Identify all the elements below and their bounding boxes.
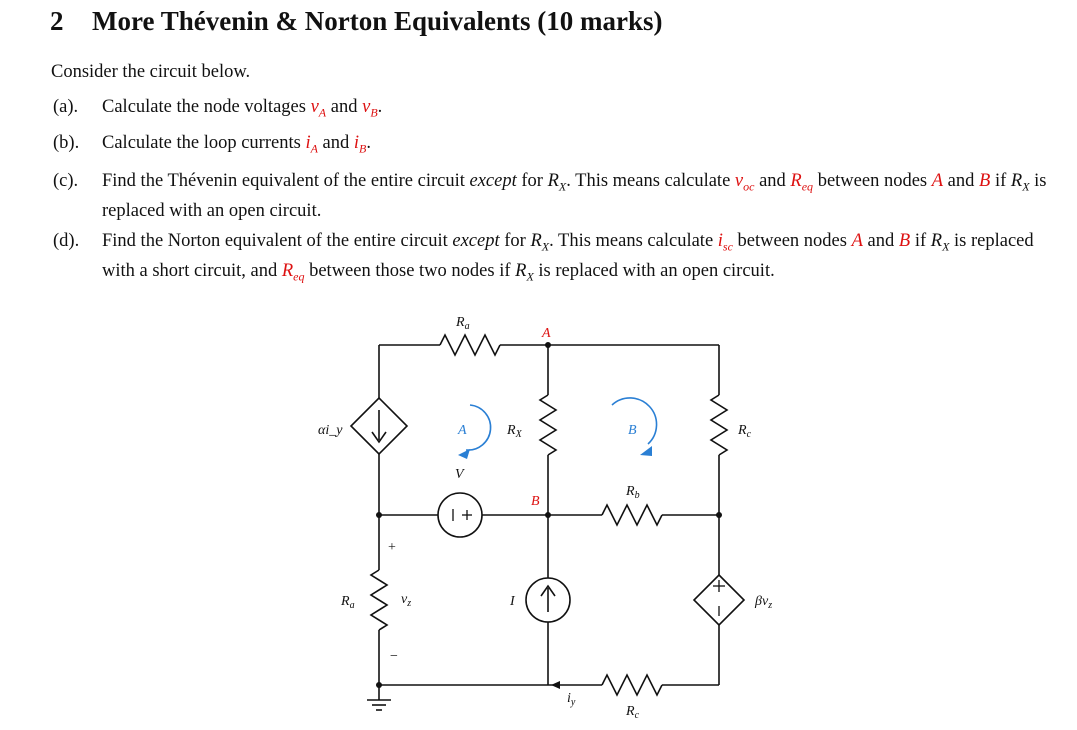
- part-a-text: Calculate the node voltages: [102, 97, 306, 117]
- intro-text: Consider the circuit below.: [51, 62, 251, 82]
- label-node-a: A: [542, 326, 551, 341]
- label-node-b: B: [531, 494, 540, 509]
- iy-arrow-icon: [551, 681, 560, 689]
- resistor-ra-top: [440, 335, 500, 355]
- label-mesh-a: A: [458, 423, 467, 438]
- part-d-text-6: if: [914, 231, 927, 251]
- part-d-text-2: for: [504, 231, 526, 251]
- part-b-text: Calculate the loop currents: [102, 133, 301, 153]
- var-rx: $R_X$: [547, 171, 567, 194]
- var-ib: $i_B$: [353, 133, 367, 156]
- mesh-b-arrowhead: [640, 446, 652, 456]
- part-b-and: and: [322, 133, 350, 153]
- section-number: 2: [50, 6, 64, 36]
- part-d-text-1: Find the Norton equivalent of the entire circuit: [102, 231, 448, 251]
- label-rb: $R_b$: [626, 484, 640, 501]
- part-c-except: except: [469, 171, 517, 191]
- part-c-text-5: between nodes: [817, 171, 928, 191]
- var-voc: $v_{oc}$: [734, 171, 755, 194]
- part-d-text-8: between those two nodes if: [309, 260, 511, 281]
- label-plus: +: [388, 540, 396, 555]
- label-minus: −: [390, 649, 398, 664]
- var-rx: $R_X$: [1010, 171, 1030, 194]
- label-i: I: [510, 594, 515, 609]
- part-c-text-3: . This means calculate: [566, 171, 731, 191]
- label-dep-current: αi_y: [318, 423, 343, 438]
- part-d-text-3: . This means calculate: [549, 231, 714, 251]
- node-a-ref: A: [931, 171, 944, 191]
- node-dot: [545, 512, 551, 518]
- mesh-a-arrow-icon: [466, 405, 491, 450]
- part-b-label: (b).: [53, 133, 80, 153]
- part-b-end: .: [366, 133, 371, 153]
- part-d-text-4: between nodes: [737, 231, 847, 251]
- part-a-and: and: [330, 97, 358, 117]
- var-req: $R_{eq}$: [281, 260, 305, 284]
- part-c-text-8: is replaced with an open circuit.: [102, 171, 1047, 221]
- label-ra-top: $R_a$: [456, 315, 470, 332]
- resistor-ra-left: [371, 570, 387, 630]
- part-c-text-7: if: [994, 171, 1007, 191]
- label-rx: $R_X$: [507, 423, 522, 440]
- var-rx: $R_X$: [530, 231, 550, 254]
- var-req: $R_{eq}$: [790, 171, 814, 194]
- node-b-ref: B: [979, 171, 991, 191]
- node-dot: [545, 342, 551, 348]
- part-c-text-2: for: [521, 171, 543, 191]
- part-d-text-9: is replaced with an open circuit.: [538, 260, 775, 281]
- node-dot: [376, 512, 382, 518]
- resistor-rc-bottom: [602, 675, 662, 695]
- resistor-rb: [602, 505, 662, 525]
- part-a-end: .: [377, 97, 383, 117]
- part-c-text-1: Find the Thévenin equivalent of the entire circuit: [102, 171, 465, 191]
- label-iy: $i_y$: [567, 691, 576, 708]
- voltage-source-v: [438, 493, 482, 537]
- mesh-a-arrowhead: [458, 449, 470, 459]
- part-a-label: (a).: [53, 97, 79, 117]
- label-v: V: [455, 467, 464, 482]
- section-title: More Thévenin & Norton Equivalents (10 marks): [92, 6, 663, 36]
- label-rc-right: $R_c$: [738, 423, 752, 440]
- part-d-text-7: is replaced with a short circuit, and: [102, 231, 1034, 281]
- label-ra-left: $R_a$: [341, 594, 355, 611]
- node-dot: [376, 682, 382, 688]
- resistor-rx: [540, 395, 556, 455]
- label-mesh-b: B: [628, 423, 637, 438]
- var-ia: $i_A$: [305, 133, 318, 156]
- var-vb: $v_B$: [362, 97, 378, 120]
- var-va: $v_A$: [310, 97, 327, 120]
- part-d-text-5: and: [867, 231, 895, 251]
- label-rc-bottom: $R_c$: [626, 704, 640, 721]
- var-rx: $R_X$: [515, 260, 534, 284]
- node-dot: [716, 512, 722, 518]
- resistor-rc-right: [711, 395, 727, 455]
- node-a-ref: A: [851, 231, 863, 251]
- var-isc: $i_{sc}$: [717, 231, 733, 254]
- node-b-ref: B: [898, 231, 911, 251]
- label-vz: $v_z$: [401, 592, 412, 609]
- part-c-text-6: and: [947, 171, 975, 191]
- label-dep-voltage: $\beta v_z$: [755, 594, 773, 611]
- var-rx: $R_X$: [930, 231, 950, 254]
- part-d-except: except: [452, 231, 500, 251]
- part-c-label: (c).: [53, 171, 79, 191]
- part-d-label: (d).: [53, 231, 80, 251]
- part-c-text-4: and: [759, 171, 786, 191]
